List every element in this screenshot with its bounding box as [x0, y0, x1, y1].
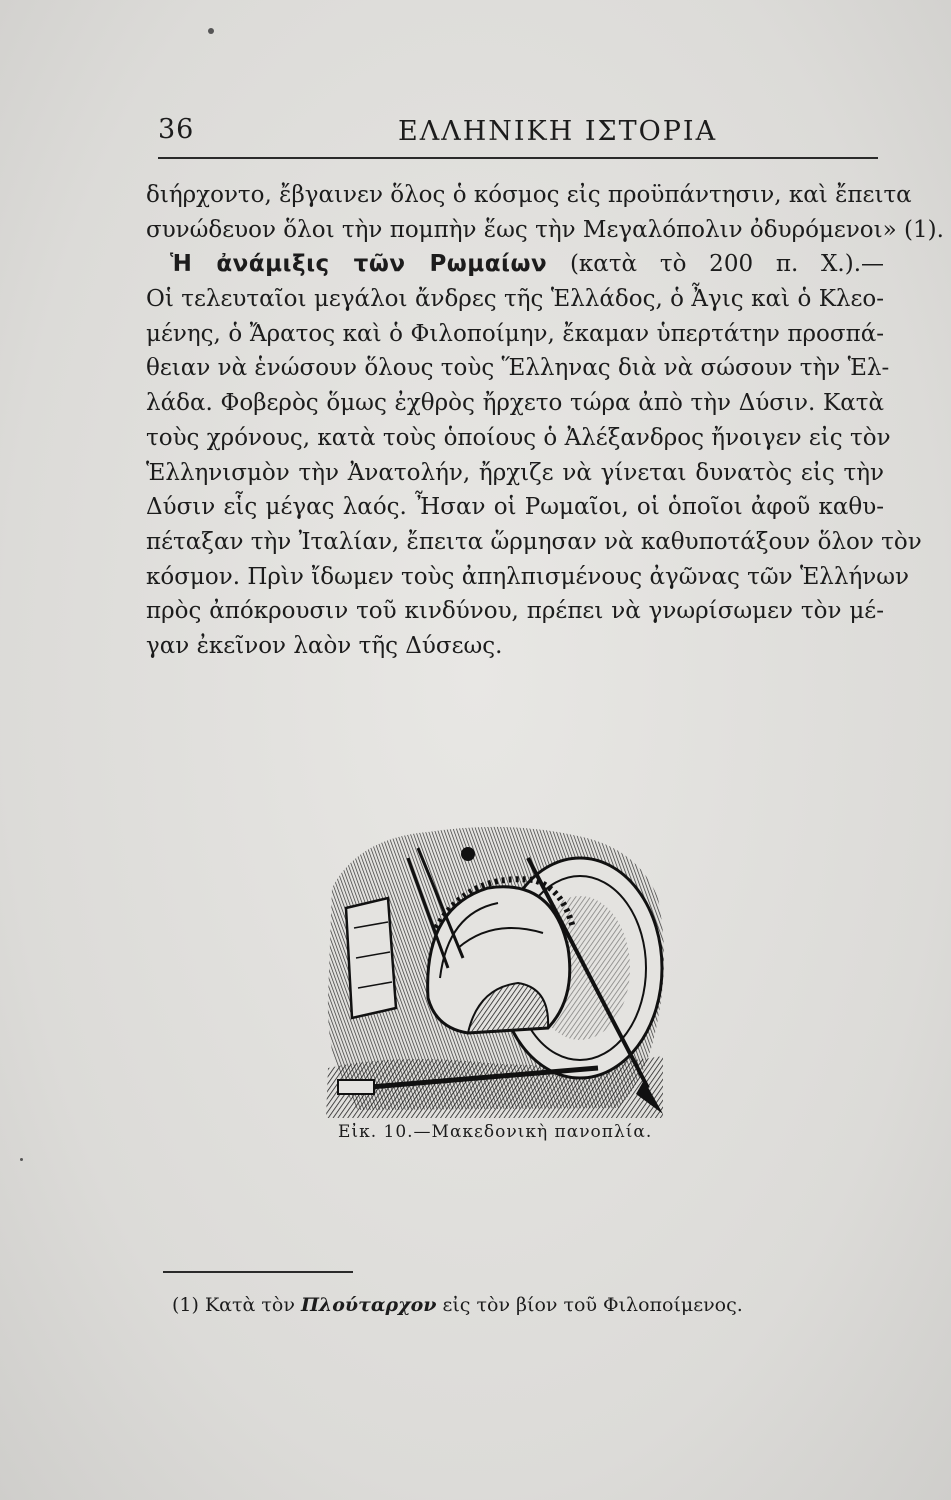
text-line: κόσμον. Πρὶν ἴδωμεν τοὺς ἀπηλπισμένους ἀγῶνας τῶν Ἑλλήνων — [146, 563, 909, 590]
text-line: γαν ἐκεῖνον λαὸν τῆς Δύσεως. — [146, 632, 503, 659]
text-line: συνώδευον ὅλοι τὴν πομπὴν ἕως τὴν Μεγαλόπολιν ὀδυρόμενοι» (1). — [146, 216, 944, 243]
footnote-marker: (1) — [172, 1294, 199, 1316]
text-line: τοὺς χρόνους, κατὰ τοὺς ὁποίους ὁ Ἀλέξανδρος ἤνοιγεν εἰς τὸν — [146, 424, 891, 451]
footnote-author: Πλούταρχον — [300, 1294, 437, 1316]
section-heading: Ἡ ἀνάμιξις τῶν Ρωμαίων — [170, 251, 548, 278]
paper-speck — [208, 28, 214, 34]
footnote-text-before: Κατὰ τὸν — [204, 1294, 295, 1316]
footnote — [172, 1294, 772, 1316]
macedonian-panoply-illustration — [318, 818, 670, 1120]
text-line: πέταξαν τὴν Ἰταλίαν, ἔπειτα ὥρμησαν νὰ καθυποτάξουν ὅλον τὸν — [146, 528, 922, 555]
section-heading-date: (κατὰ τὸ 200 π. Χ.).— — [569, 251, 885, 278]
body-text — [146, 178, 944, 664]
text-line: Οἱ τελευταῖοι μεγάλοι ἄνδρες τῆς Ἑλλάδος, ὁ Ἆγις καὶ ὁ Κλεο- — [146, 286, 884, 313]
text-line: λάδα. Φοβερὸς ὅμως ἐχθρὸς ἤρχετο τώρα ἀπὸ τὴν Δύσιν. Κατὰ — [146, 390, 884, 417]
text-line: θειαν νὰ ἑνώσουν ὅλους τοὺς Ἕλληνας διὰ νὰ σώσουν τὴν Ἑλ- — [146, 355, 890, 382]
paper-speck — [20, 1158, 23, 1161]
footnote-text-after: εἰς τὸν βίον τοῦ Φιλοποίμενος. — [442, 1294, 743, 1316]
text-line: Δύσιν εἷς μέγας λαός. Ἦσαν οἱ Ρωμαῖοι, οἱ ὁποῖοι ἀφοῦ καθυ- — [146, 494, 884, 521]
text-line: Ἑλληνισμὸν τὴν Ἀνατολήν, ἤρχιζε νὰ γίνεται δυνατὸς εἰς τὴν — [146, 459, 884, 486]
text-line: μένης, ὁ Ἄρατος καὶ ὁ Φιλοποίμην, ἔκαμαν ὑπερτάτην προσπά- — [146, 320, 884, 347]
text-line: πρὸς ἀπόκρουσιν τοῦ κινδύνου, πρέπει νὰ γνωρίσωμεν τὸν μέ- — [146, 598, 884, 625]
header-rule — [158, 157, 878, 159]
page-number: 36 — [158, 114, 195, 145]
text-line: διήρχοντο, ἔβγαινεν ὅλος ὁ κόσμος εἰς προϋπάντησιν, καὶ ἔπειτα — [146, 182, 912, 208]
section-heading-line — [146, 247, 884, 282]
figure-caption: Εἰκ. 10.—Μακεδονικὴ πανοπλία. — [338, 1122, 653, 1142]
footnote-rule — [163, 1271, 353, 1273]
page-header — [158, 112, 878, 154]
running-head: ΕΛΛΗΝΙΚΗ ΙΣΤΟΡΙΑ — [398, 116, 718, 147]
